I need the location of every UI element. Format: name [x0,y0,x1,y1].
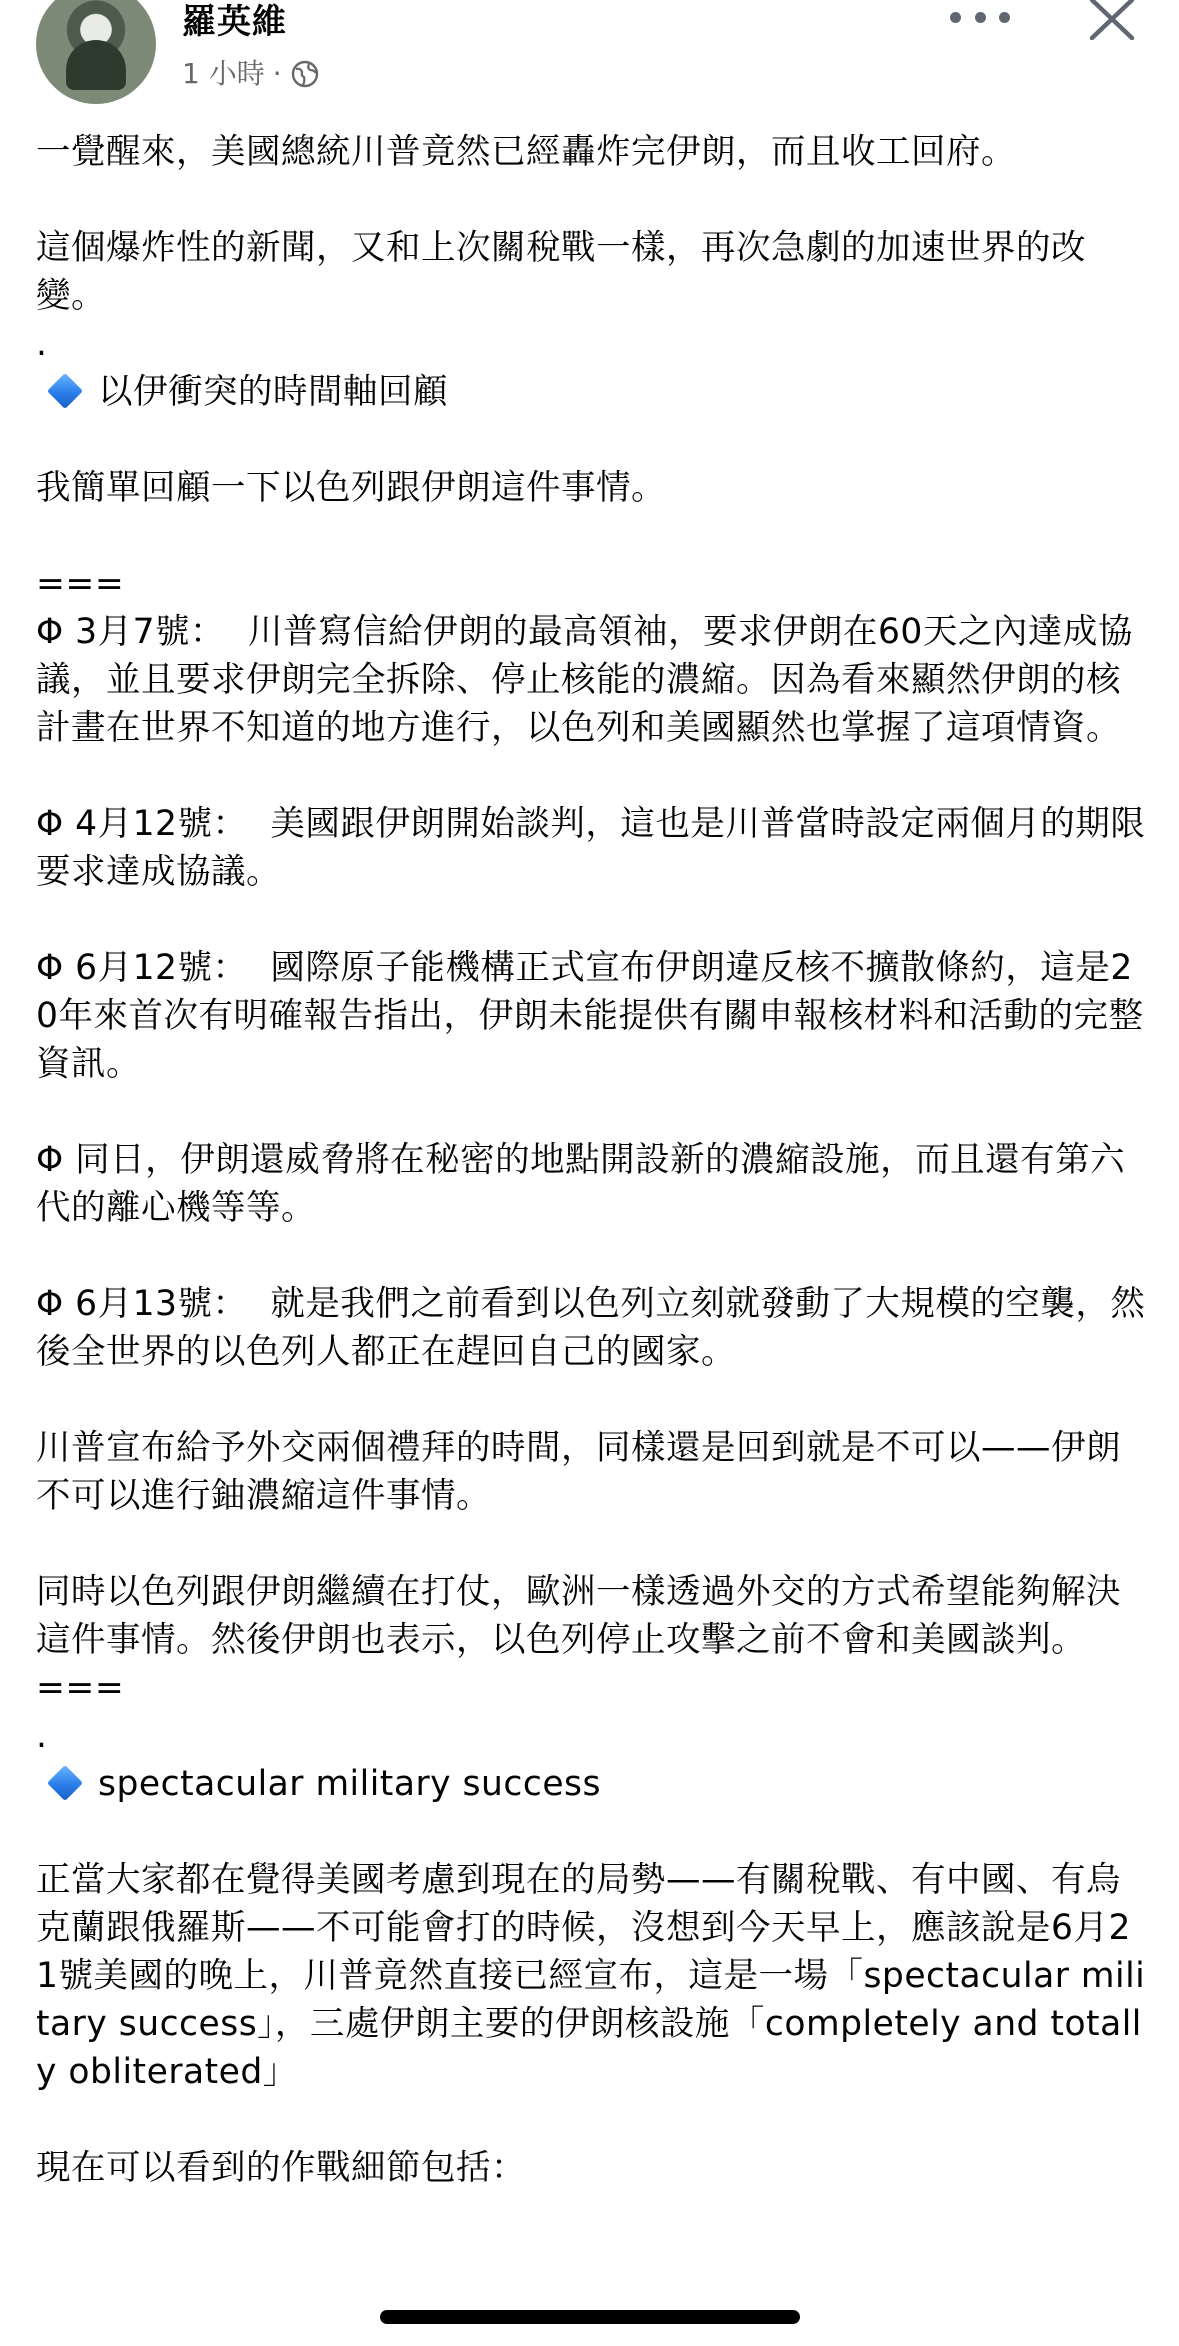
paragraph-spacer [36,416,1146,464]
more-dot-1 [950,12,961,23]
post-body [36,128,1146,2192]
section-heading [36,368,1146,416]
post-paragraph: 我簡單回顧一下以色列跟伊朗這件事情。 [36,468,666,508]
close-icon[interactable] [1088,0,1136,40]
post-paragraph: 一覺醒來，美國總統川普竟然已經轟炸完伊朗，而且收工回府。 [36,132,1016,172]
post-paragraph: 現在可以看到的作戰細節包括： [36,2148,526,2188]
blue-diamond-icon [47,1765,83,1801]
blue-diamond-icon [47,373,83,409]
paragraph-spacer [36,1376,1146,1424]
paragraph-spacer [36,512,1146,560]
section-heading-text: spectacular military success [98,1764,601,1804]
timeline-item: Φ 3月7號： 川普寫信給伊朗的最高領袖，要求伊朗在60天之內達成協議，並且要求伊朗完全拆除、停止核能的濃縮。因為看來顯然伊朗的核計畫在世界不知道的地方進行，以色列和美國顯然也掌握了這項情資。 [36,612,1133,748]
paragraph-spacer [36,176,1146,224]
timeline-item: Φ 6月12號： 國際原子能機構正式宣布伊朗違反核不擴散條約，這是20年來首次有明確報告指出，伊朗未能提供有關申報核材料和活動的完整資訊。 [36,948,1144,1084]
timeline-item: Φ 6月13號： 就是我們之前看到以色列立刻就發動了大規模的空襲，然後全世界的以色列人都正在趕回自己的國家。 [36,1284,1146,1372]
post-paragraph: 正當大家都在覺得美國考慮到現在的局勢——有關稅戰、有中國、有烏克蘭跟俄羅斯——不可能會打的時候，沒想到今天早上，應該說是6月21號美國的晚上，川普竟然直接已經宣布，這是一場「spectacular military success」，三處伊朗主要的伊朗核設施「completely and totally obliterated」 [36,1860,1146,2092]
paragraph-spacer [36,1232,1146,1280]
paragraph-spacer [36,1088,1146,1136]
post-paragraph: 同時以色列跟伊朗繼續在打仗，歐洲一樣透過外交的方式希望能夠解決這件事情。然後伊朗也表示，以色列停止攻擊之前不會和美國談判。 [36,1572,1121,1660]
post-divider: === [36,564,125,604]
post-meta [182,54,320,94]
paragraph-spacer [36,1808,1146,1856]
more-dot-3 [999,12,1010,23]
post-header [0,0,1179,120]
author-name[interactable]: 羅英維 [182,2,287,42]
avatar[interactable] [36,0,156,104]
timeline-item: Φ 4月12號： 美國跟伊朗開始談判，這也是川普當時設定兩個月的期限要求達成協議。 [36,804,1146,892]
post-time[interactable]: 1 小時 [182,57,265,90]
post-paragraph: . [36,1716,48,1756]
post-paragraph: 川普宣布給予外交兩個禮拜的時間，同樣還是回到就是不可以——伊朗不可以進行鈾濃縮這件事情。 [36,1428,1121,1516]
more-options-icon[interactable] [950,0,1010,34]
home-indicator[interactable] [380,2310,800,2324]
globe-icon[interactable] [290,59,320,89]
post-paragraph: . [36,324,48,364]
post-paragraph: 這個爆炸性的新聞，又和上次關稅戰一樣，再次急劇的加速世界的改變。 [36,228,1086,316]
section-heading [36,1760,1146,1808]
paragraph-spacer [36,1520,1146,1568]
post-divider: === [36,1668,125,1708]
section-heading-text: 以伊衝突的時間軸回顧 [98,372,448,412]
paragraph-spacer [36,2096,1146,2144]
timeline-item: Φ 同日，伊朗還威脅將在秘密的地點開設新的濃縮設施，而且還有第六代的離心機等等。 [36,1140,1126,1228]
meta-separator: · [272,57,282,90]
more-dot-2 [975,12,986,23]
paragraph-spacer [36,896,1146,944]
paragraph-spacer [36,752,1146,800]
